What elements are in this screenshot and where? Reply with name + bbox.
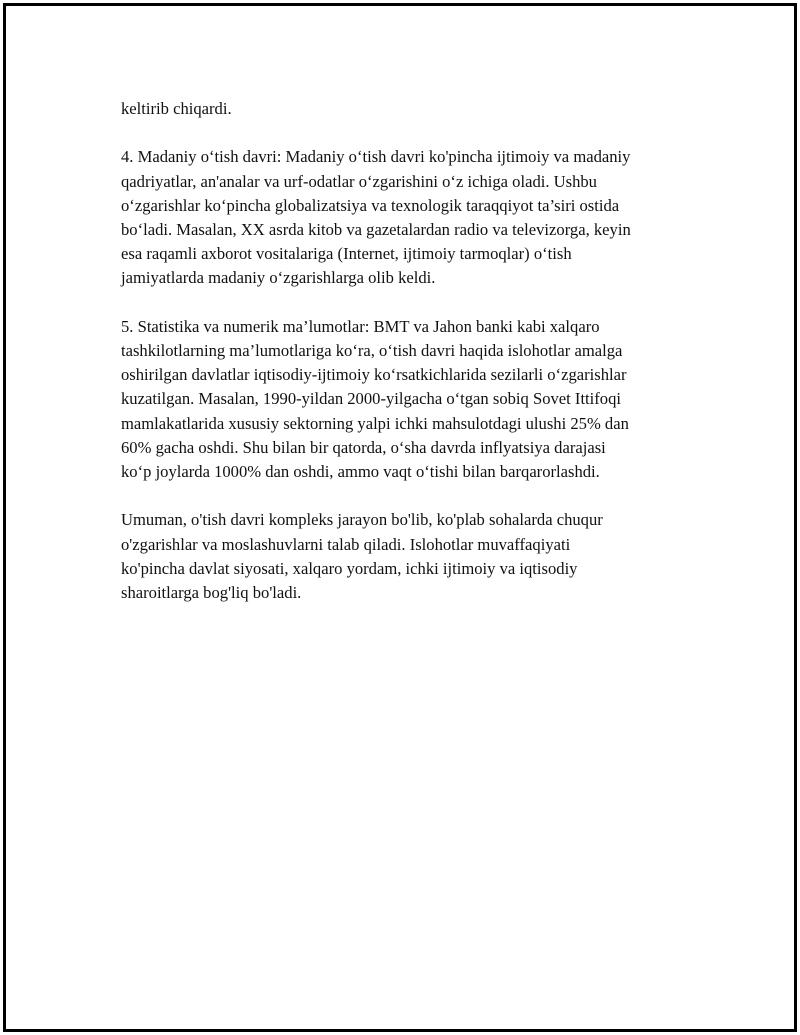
paragraph-continuation [121, 97, 696, 121]
paragraph-cultural-transition [121, 145, 696, 290]
paragraph-statistics [121, 315, 696, 484]
text-line: ko'pincha davlat siyosati, xalqaro yordam, ichki ijtimoiy va iqtisodiy [121, 558, 578, 578]
text-line: ko‘p joylarda 1000% dan oshdi, ammo vaqt o‘tishi bilan barqarorlashdi. [121, 462, 600, 482]
text-line: 60% gacha oshdi. Shu bilan bir qatorda, o‘sha davrda inflyatsiya darajasi [121, 437, 606, 457]
text-line: 5. Statistika va numerik ma’lumotlar: BMT va Jahon banki kabi xalqaro [121, 316, 600, 336]
text-line: qadriyatlar, an'analar va urf-odatlar o‘zgarishini o‘z ichiga oladi. Ushbu [121, 171, 597, 191]
text-line: bo‘ladi. Masalan, XX asrda kitob va gazetalardan radio va televizorga, keyin [121, 220, 631, 239]
text-line: tashkilotlarning ma’lumotlariga ko‘ra, o‘tish davri haqida islohotlar amalga [121, 341, 623, 360]
text-line: esa raqamli axborot vositalariga (Internet, ijtimoiy tarmoqlar) o‘tish [121, 244, 572, 264]
text-line: mamlakatlarida xususiy sektorning yalpi ichki mahsulotdagi ulushi 25% dan [121, 413, 629, 433]
text-line: oshirilgan davlatlar iqtisodiy-ijtimoiy ko‘rsatkichlarida sezilarli o‘zgarishlar [121, 365, 627, 385]
text-line: o‘zgarishlar ko‘pincha globalizatsiya va texnologik taraqqiyot ta’siri ostida [121, 195, 620, 215]
text-line: 4. Madaniy o‘tish davri: Madaniy o‘tish davri ko'pincha ijtimoiy va madaniy [121, 147, 631, 167]
text-line: jamiyatlarda madaniy o‘zgarishlarga olib keldi. [121, 268, 436, 288]
text-line: o'zgarishlar va moslashuvlarni talab qiladi. Islohotlar muvaffaqiyati [121, 534, 571, 554]
document-page [3, 3, 797, 1032]
text-line: sharoitlarga bog'liq bo'ladi. [121, 583, 302, 603]
text-line: kuzatilgan. Masalan, 1990-yildan 2000-yilgacha o‘tgan sobiq Sovet Ittifoqi [121, 389, 622, 409]
text-line: keltirib chiqardi. [121, 99, 232, 118]
document-body [121, 97, 696, 629]
text-line: Umuman, o'tish davri kompleks jarayon bo'lib, ko'plab sohalarda chuqur [121, 510, 603, 530]
paragraph-conclusion [121, 508, 696, 605]
